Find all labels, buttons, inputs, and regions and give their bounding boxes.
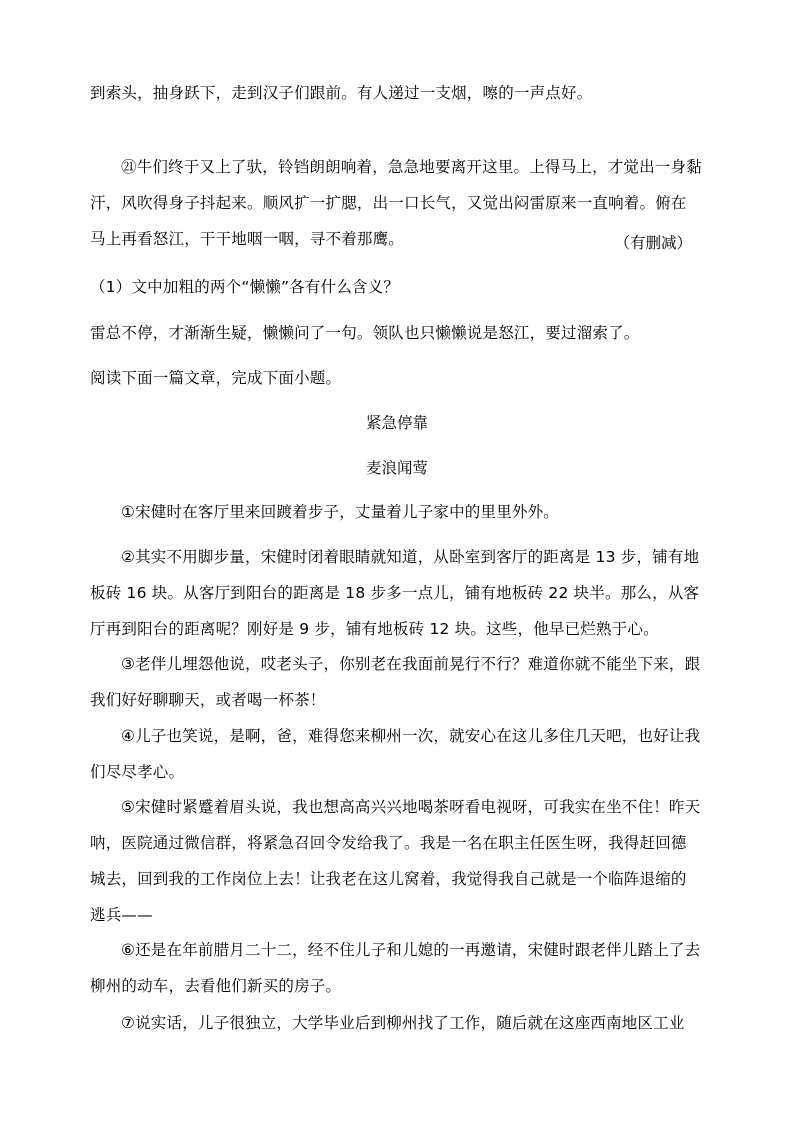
instruction: 阅读下面一篇文章，完成下面小题。 bbox=[90, 369, 342, 387]
paragraph-21: ㉑牛们终于又上了驮，铃铛朗朗响着，急急地要离开这里。上得马上，才觉出一身黏汗，风吹得身子抖起来。顺风扩一扩腮，出一口长气，又觉出闷雷原来一直响着。俯在马上再看怒江，干干地咽一咽，寻不着那鹰。 bbox=[90, 158, 702, 248]
question-1: （1）文中加粗的两个“懒懒”各有什么含义？ bbox=[90, 278, 400, 296]
article-paragraph-6: ⑥还是在年前腊月二十二，经不住儿子和儿媳的一再邀请，宋健时跟老伴儿踏上了去柳州的动车，去看他们新买的房子。 bbox=[90, 941, 701, 995]
paragraph-continuation: 到索头，抽身跃下，走到汉子们跟前。有人递过一支烟，嚓的一声点好。 bbox=[90, 84, 593, 102]
article-paragraph-1: ①宋健时在客厅里来回踱着步子，丈量着儿子家中的里里外外。 bbox=[121, 503, 559, 521]
article-author: 麦浪闻莺 bbox=[365, 459, 428, 477]
answer-1: 雷总不停，才渐渐生疑，懒懒问了一句。领队也只懒懒说是怒江，要过溜索了。 bbox=[90, 324, 640, 342]
article-paragraph-5: ⑤宋健时紧蹙着眉头说，我也想高高兴兴地喝茶呀看电视呀，可我实在坐不住！昨天呐，医院通过微信群，将紧急召回令发给我了。我是一名在职主任医生呀，我得赶回德城去，回到我的工作岗位上去！让我老在这儿窝着，我觉得我自己就是一个临阵退缩的逃兵—— bbox=[90, 798, 701, 924]
article-paragraph-3: ③老伴儿埋怨他说，哎老头子，你别老在我面前晃行不行？难道你就不能坐下来，跟我们好好聊聊天，或者喝一杯茶！ bbox=[90, 655, 701, 709]
article-title: 紧急停靠 bbox=[365, 414, 428, 432]
article-paragraph-7: ⑦说实话，儿子很独立，大学毕业后到柳州找了工作，随后就在这座西南地区工业 bbox=[121, 1014, 685, 1032]
article-paragraph-2: ②其实不用脚步量，宋健时闭着眼睛就知道，从卧室到客厅的距离是 13 步，铺有地板砖 16 块。从客厅到阳台的距离是 18 步多一点儿，铺有地板砖 22 块半。那么，从客厅再到阳台的距离呢？刚好是 9 步，铺有地板砖 12 块。这些，他早已烂熟于心。 bbox=[90, 548, 700, 638]
article-paragraph-4: ④儿子也笑说，是啊，爸，难得您来柳州一次，就安心在这儿多住几天吧，也好让我们尽尽孝心。 bbox=[90, 727, 701, 781]
source-note: （有删减） bbox=[614, 234, 692, 252]
